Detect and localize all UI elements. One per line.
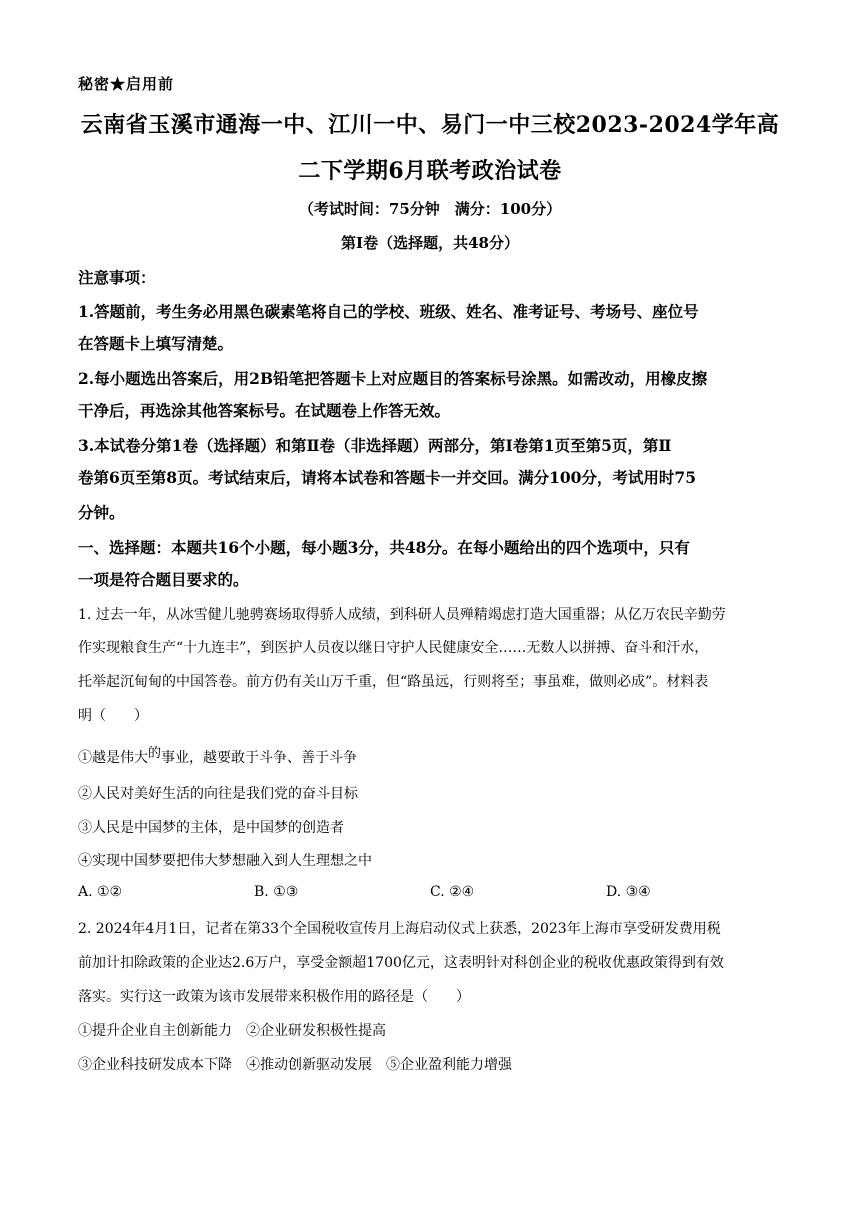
q1-stem-line3: 托举起沉甸甸的中国答卷。前方仍有关山万千重，但“路虽远，行则将至；事虽难，做则必成”。材料表 (78, 674, 709, 690)
q1-statement-1-sup: 的 (148, 746, 162, 761)
q1-statement-1 (78, 747, 357, 767)
q1-statement-2: ②人民对美好生活的向往是我们党的奋斗目标 (78, 786, 358, 802)
q1-option-a: A. ①② (78, 884, 123, 900)
q1-option-b: B. ①③ (254, 884, 299, 900)
notice-heading: 注意事项： (78, 268, 156, 287)
q1-statement-4: ④实现中国梦要把伟大梦想融入到人生理想之中 (78, 853, 372, 869)
notice-item3-line3: 分钟。 (78, 503, 125, 522)
notice-item1-line1: 1.答题前，考生务必用黑色碳素笔将自己的学校、班级、姓名、准考证号、考场号、座位号 (78, 302, 699, 321)
exam-info: （考试时间：75分钟 满分：100分） (298, 200, 562, 218)
q1-stem-line1: 1. 过去一年，从冰雪健儿驰骋赛场取得骄人成绩，到科研人员殚精竭虑打造大国重器；从亿万农民辛勤劳 (78, 607, 726, 623)
q1-stem-line2: 作实现粮食生产“十九连丰”，到医护人员夜以继日守护人民健康安全……无数人以拼搏、奋斗和汗水， (78, 640, 709, 656)
q2-stem-line1: 2. 2024年4月1日，记者在第33个全国税收宣传月上海启动仪式上获悉，2023年上海市享受研发费用税 (78, 921, 721, 937)
notice-item3-line2: 卷第6页至第8页。考试结束后，请将本试卷和答题卡一并交回。满分100分，考试用时75 (78, 468, 696, 487)
exam-title-line2: 二下学期6月联考政治试卷 (298, 158, 562, 184)
notice-item3-line1: 3.本试卷分第1卷（选择题）和第Ⅱ卷（非选择题）两部分，第Ⅰ卷第1页至第5页，第Ⅱ (78, 436, 672, 455)
notice-item2-line2: 干净后，再选涂其他答案标号。在试题卷上作答无效。 (78, 401, 451, 420)
part1-heading-line2: 一项是符合题目要求的。 (78, 570, 249, 589)
notice-item1-line2: 在答题卡上填写清楚。 (78, 334, 234, 353)
exam-title-line1: 云南省玉溪市通海一中、江川一中、易门一中三校2023-2024学年高 (80, 112, 780, 138)
q1-option-d: D. ③④ (606, 884, 651, 900)
q2-statements-line2: ③企业科技研发成本下降 ④推动创新驱动发展 ⑤企业盈利能力增强 (78, 1057, 512, 1073)
q1-statement-1-a: ①越是伟大 (78, 750, 148, 766)
q1-statement-1-b: 事业，越要敢于斗争、善于斗争 (161, 750, 358, 766)
q2-stem-line2: 前加计扣除政策的企业达2.6万户，享受金额超1700亿元，这表明针对科创企业的税收优惠政策得到有效 (78, 955, 724, 971)
q1-statement-3: ③人民是中国梦的主体，是中国梦的创造者 (78, 820, 344, 836)
section1-title: 第Ⅰ卷（选择题，共48分） (341, 234, 519, 252)
q1-stem-line4: 明（ ） (78, 708, 148, 724)
q2-statements-line1: ①提升企业自主创新能力 ②企业研发积极性提高 (78, 1023, 386, 1039)
part1-heading-line1: 一、选择题：本题共16个小题，每小题3分，共48分。在每小题给出的四个选项中，只有 (78, 538, 690, 557)
q2-stem-line3: 落实。实行这一政策为该市发展带来积极作用的路径是（ ） (78, 989, 470, 1005)
q1-option-c: C. ②④ (430, 884, 475, 900)
notice-item2-line1: 2.每小题选出答案后，用2B铅笔把答题卡上对应题目的答案标号涂黑。如需改动，用橡皮擦 (78, 369, 708, 388)
secret-label: 秘密★启用前 (78, 75, 175, 93)
